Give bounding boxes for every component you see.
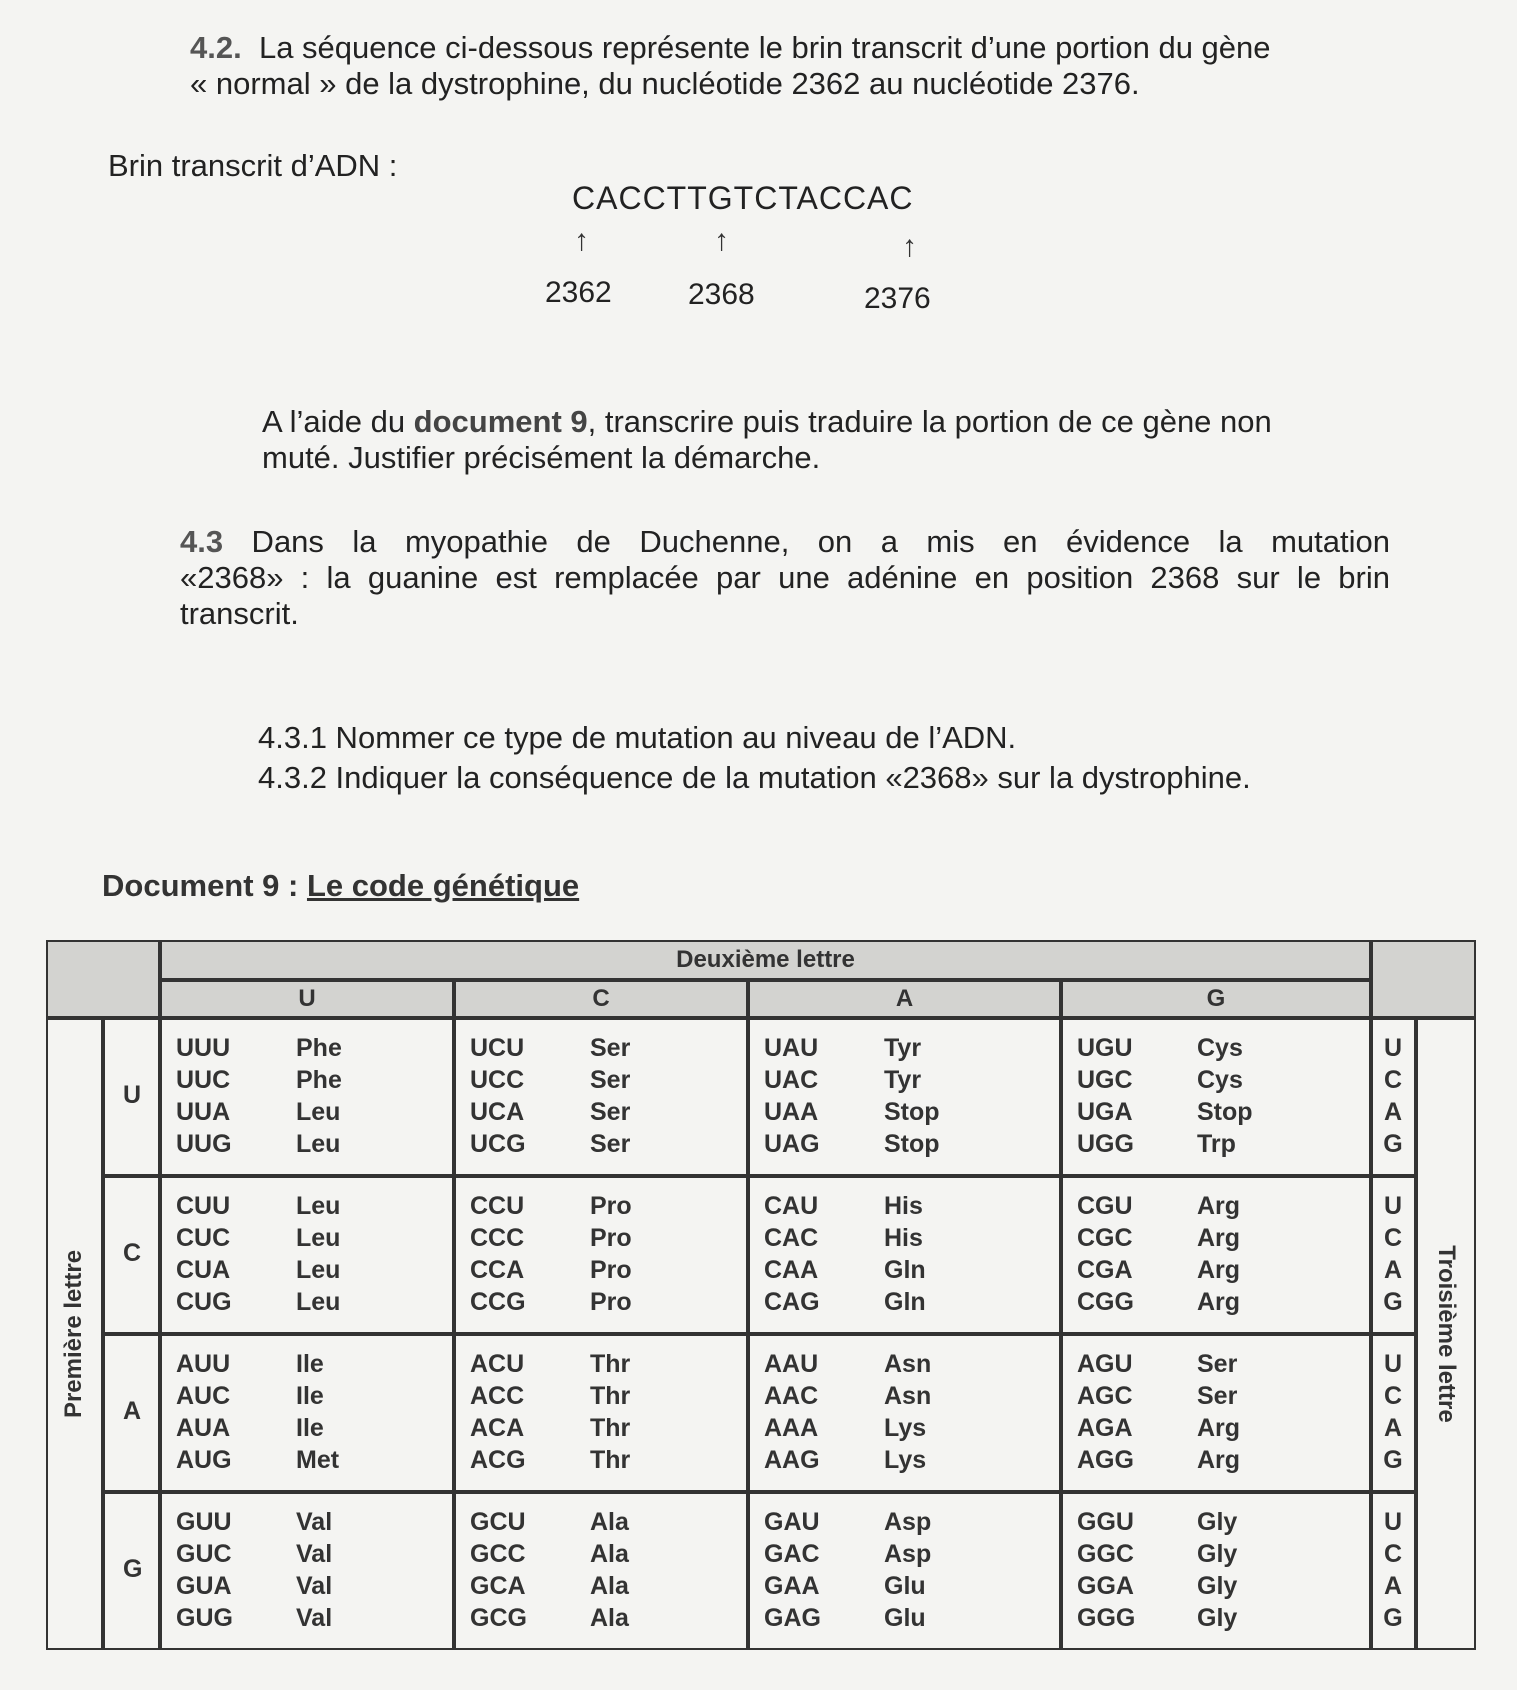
codon-entry <box>764 1570 931 1602</box>
codon-entry <box>470 1506 629 1538</box>
task-text: A l’aide du <box>262 404 414 439</box>
third-letter-title: Troisième lettre <box>1433 1245 1460 1423</box>
codon: GAA <box>764 1572 820 1600</box>
codon-entry <box>176 1348 339 1380</box>
question-number: 4.2. <box>190 30 242 65</box>
third-letters <box>1378 1506 1408 1634</box>
codon-entry <box>1077 1190 1240 1222</box>
codon: CUC <box>176 1224 231 1252</box>
amino-acid: Ile <box>296 1414 324 1442</box>
codon: GGU <box>1077 1508 1134 1536</box>
codon-entry <box>1077 1412 1240 1444</box>
amino-acid: Gln <box>884 1288 926 1316</box>
codon-block <box>176 1032 342 1160</box>
codon-entry <box>1077 1348 1240 1380</box>
codon: CAC <box>764 1224 819 1252</box>
codon-block <box>1077 1348 1240 1476</box>
first-letter-title: Première lettre <box>60 1249 87 1419</box>
codon: UUC <box>176 1066 231 1094</box>
codon: UUG <box>176 1130 232 1158</box>
codon: GUU <box>176 1508 232 1536</box>
codon-entry <box>764 1506 931 1538</box>
third-letter: U <box>1383 1508 1403 1536</box>
amino-acid: Gly <box>1197 1540 1238 1568</box>
codon: ACC <box>470 1382 525 1410</box>
amino-acid: Ser <box>590 1066 631 1094</box>
codon-block <box>1077 1190 1240 1318</box>
codon-entry <box>764 1254 926 1286</box>
codon-entry <box>1077 1286 1240 1318</box>
codon: UCU <box>470 1034 525 1062</box>
task-text: muté. Justifier précisément la démarche. <box>262 440 821 475</box>
third-letter: G <box>1383 1288 1403 1316</box>
amino-acid: Trp <box>1197 1130 1236 1158</box>
question-line: « normal » de la dystrophine, du nucléotide 2362 au nucléotide 2376. <box>190 66 1140 101</box>
codon-entry <box>470 1064 630 1096</box>
codon: CCA <box>470 1256 525 1284</box>
codon: GAG <box>764 1604 821 1632</box>
third-letter: G <box>1383 1446 1403 1474</box>
question-4-3 <box>180 524 1390 632</box>
codon-entry <box>470 1570 629 1602</box>
codon-entry <box>470 1254 632 1286</box>
codon: CAU <box>764 1192 819 1220</box>
codon-entry <box>764 1348 931 1380</box>
codon-entry <box>1077 1538 1237 1570</box>
third-letter: C <box>1383 1540 1403 1568</box>
codon-block <box>176 1506 332 1634</box>
amino-acid: Thr <box>590 1414 631 1442</box>
codon-entry <box>1077 1064 1253 1096</box>
codon: GUG <box>176 1604 233 1632</box>
codon-entry <box>1077 1380 1240 1412</box>
codon: AGG <box>1077 1446 1134 1474</box>
header-corner-left <box>46 940 160 1018</box>
amino-acid: Arg <box>1197 1192 1241 1220</box>
codon: AGA <box>1077 1414 1133 1442</box>
amino-acid: Pro <box>590 1288 632 1316</box>
codon-entry <box>470 1444 630 1476</box>
codon: GCC <box>470 1540 526 1568</box>
codon-entry <box>176 1570 332 1602</box>
codon-entry <box>470 1380 630 1412</box>
codon-entry <box>1077 1570 1237 1602</box>
amino-acid: Ser <box>1197 1350 1238 1378</box>
amino-acid: Arg <box>1197 1288 1241 1316</box>
codon-block <box>764 1032 940 1160</box>
codon-entry <box>470 1096 630 1128</box>
codon: CCG <box>470 1288 526 1316</box>
codon-entry <box>176 1286 340 1318</box>
document-reference: document 9 <box>413 404 588 439</box>
amino-acid: Thr <box>590 1350 631 1378</box>
third-letter: A <box>1383 1256 1403 1284</box>
question-line: transcrit. <box>180 596 299 631</box>
amino-acid: Asn <box>884 1382 932 1410</box>
third-letter: A <box>1383 1572 1403 1600</box>
codon-entry <box>176 1380 339 1412</box>
amino-acid: Arg <box>1197 1224 1241 1252</box>
codon: UGA <box>1077 1098 1133 1126</box>
codon: AAG <box>764 1446 820 1474</box>
codon-block <box>470 1348 630 1476</box>
amino-acid: Val <box>296 1508 333 1536</box>
amino-acid: Val <box>296 1540 333 1568</box>
codon: CAG <box>764 1288 820 1316</box>
codon: UCC <box>470 1066 525 1094</box>
codon: UAU <box>764 1034 819 1062</box>
codon-entry <box>764 1064 940 1096</box>
codon-entry <box>176 1190 340 1222</box>
document-heading: Le code génétique <box>306 868 580 903</box>
codon: AUG <box>176 1446 232 1474</box>
amino-acid: Pro <box>590 1256 632 1284</box>
document-title <box>102 868 579 904</box>
codon: CUU <box>176 1192 231 1220</box>
position-label: 2376 <box>864 282 931 315</box>
codon-entry <box>470 1032 630 1064</box>
amino-acid: Stop <box>884 1130 940 1158</box>
amino-acid: Arg <box>1197 1256 1241 1284</box>
codon: CAA <box>764 1256 819 1284</box>
amino-acid: Arg <box>1197 1414 1241 1442</box>
codon: CUG <box>176 1288 232 1316</box>
second-letter-A: A <box>748 980 1061 1018</box>
codon-entry <box>1077 1032 1253 1064</box>
second-letter-U: U <box>160 980 454 1018</box>
codon-block <box>764 1348 931 1476</box>
codon-entry <box>1077 1254 1240 1286</box>
question-4-3-1: 4.3.1 Nommer ce type de mutation au niveau de l’ADN. <box>258 720 1017 755</box>
amino-acid: Leu <box>296 1224 341 1252</box>
codon-entry <box>764 1128 940 1160</box>
third-letter: G <box>1383 1604 1403 1632</box>
task-text: , transcrire puis traduire la portion de ce gène non <box>587 404 1272 439</box>
codon-block <box>764 1190 926 1318</box>
codon-entry <box>470 1412 630 1444</box>
codon: GUA <box>176 1572 232 1600</box>
arrow-up-icon: ↑ <box>902 230 917 263</box>
amino-acid: His <box>884 1192 923 1220</box>
question-line: «2368» : la guanine est remplacée par une adénine en position 2368 sur le brin <box>180 560 1390 595</box>
codon-entry <box>1077 1096 1253 1128</box>
third-letter: C <box>1383 1066 1403 1094</box>
codon-block <box>1077 1506 1237 1634</box>
question-number: 4.3 <box>180 524 224 559</box>
codon-entry <box>1077 1602 1237 1634</box>
document-label: Document 9 : <box>102 868 307 903</box>
amino-acid: Gly <box>1197 1572 1238 1600</box>
amino-acid: Ile <box>296 1382 324 1410</box>
amino-acid: Phe <box>296 1034 342 1062</box>
codon: GAC <box>764 1540 820 1568</box>
third-letter: A <box>1383 1414 1403 1442</box>
first-letter: U <box>123 1081 142 1109</box>
position-label: 2362 <box>545 276 612 309</box>
third-letter: U <box>1383 1192 1403 1220</box>
third-letter: C <box>1383 1382 1403 1410</box>
codon-entry <box>764 1538 931 1570</box>
codon-entry <box>764 1380 931 1412</box>
amino-acid: Pro <box>590 1224 632 1252</box>
amino-acid: Gly <box>1197 1508 1238 1536</box>
codon-entry <box>764 1444 931 1476</box>
codon-entry <box>1077 1444 1240 1476</box>
codon-entry <box>176 1032 342 1064</box>
codon: UAC <box>764 1066 819 1094</box>
codon-block <box>470 1506 629 1634</box>
third-letter: U <box>1383 1034 1403 1062</box>
amino-acid: Phe <box>296 1066 342 1094</box>
amino-acid: Val <box>296 1604 333 1632</box>
codon: UGU <box>1077 1034 1133 1062</box>
amino-acid: Pro <box>590 1192 632 1220</box>
codon-block <box>470 1190 632 1318</box>
amino-acid: Leu <box>296 1098 341 1126</box>
codon-entry <box>176 1254 340 1286</box>
codon: ACG <box>470 1446 526 1474</box>
amino-acid: Thr <box>590 1382 631 1410</box>
codon-entry <box>764 1602 931 1634</box>
question-4-3-2: 4.3.2 Indiquer la conséquence de la mutation «2368» sur la dystrophine. <box>258 760 1251 795</box>
codon-entry <box>470 1348 630 1380</box>
codon: UCG <box>470 1130 526 1158</box>
codon-block <box>764 1506 931 1634</box>
amino-acid: Glu <box>884 1572 926 1600</box>
amino-acid: Leu <box>296 1288 341 1316</box>
codon: UAA <box>764 1098 819 1126</box>
codon: AUC <box>176 1382 231 1410</box>
codon: UUA <box>176 1098 231 1126</box>
codon-block <box>470 1032 630 1160</box>
third-letter: A <box>1383 1098 1403 1126</box>
codon-entry <box>764 1222 926 1254</box>
codon: AUA <box>176 1414 231 1442</box>
codon: GUC <box>176 1540 232 1568</box>
codon-entry <box>764 1096 940 1128</box>
second-letter-C: C <box>454 980 748 1018</box>
codon-entry <box>470 1128 630 1160</box>
codon-entry <box>176 1444 339 1476</box>
amino-acid: Ser <box>590 1034 631 1062</box>
amino-acid: Tyr <box>884 1034 922 1062</box>
codon: ACA <box>470 1414 525 1442</box>
codon-entry <box>470 1222 632 1254</box>
strand-label: Brin transcrit d’ADN : <box>108 148 398 183</box>
question-line: La séquence ci-dessous représente le brin transcrit d’une portion du gène <box>258 30 1271 65</box>
third-letters <box>1378 1190 1408 1318</box>
codon-entry <box>176 1602 332 1634</box>
codon-entry <box>176 1064 342 1096</box>
amino-acid: Met <box>296 1446 340 1474</box>
codon-block <box>176 1348 339 1476</box>
amino-acid: Arg <box>1197 1446 1241 1474</box>
codon-entry <box>1077 1506 1237 1538</box>
codon: GCU <box>470 1508 526 1536</box>
dna-sequence: CACCTTGTCTACCAC <box>572 180 914 216</box>
amino-acid: Gln <box>884 1256 926 1284</box>
codon: AAA <box>764 1414 819 1442</box>
amino-acid: Ala <box>590 1572 629 1600</box>
codon: GGA <box>1077 1572 1134 1600</box>
codon: CUA <box>176 1256 231 1284</box>
genetic-code-table <box>46 940 1476 1650</box>
codon: GGC <box>1077 1540 1134 1568</box>
amino-acid: Ser <box>590 1130 631 1158</box>
codon: AGC <box>1077 1382 1133 1410</box>
amino-acid: Val <box>296 1572 333 1600</box>
codon: GAU <box>764 1508 820 1536</box>
codon: AGU <box>1077 1350 1133 1378</box>
amino-acid: Lys <box>884 1414 927 1442</box>
third-letters <box>1378 1032 1408 1160</box>
amino-acid: Asp <box>884 1508 932 1536</box>
amino-acid: Cys <box>1197 1066 1243 1094</box>
codon-entry <box>176 1412 339 1444</box>
amino-acid: Ser <box>1197 1382 1238 1410</box>
amino-acid: Asp <box>884 1540 932 1568</box>
amino-acid: Ala <box>590 1508 629 1536</box>
codon: UUU <box>176 1034 231 1062</box>
amino-acid: Ile <box>296 1350 324 1378</box>
arrow-up-icon: ↑ <box>714 224 729 257</box>
third-letter: G <box>1383 1130 1403 1158</box>
codon-block <box>1077 1032 1253 1160</box>
arrow-up-icon: ↑ <box>574 224 589 257</box>
codon-entry <box>176 1506 332 1538</box>
codon-entry <box>470 1538 629 1570</box>
amino-acid: His <box>884 1224 923 1252</box>
amino-acid: Asn <box>884 1350 932 1378</box>
codon-entry <box>764 1032 940 1064</box>
amino-acid: Ser <box>590 1098 631 1126</box>
codon: CGG <box>1077 1288 1134 1316</box>
codon-entry <box>764 1286 926 1318</box>
position-label: 2368 <box>688 278 755 311</box>
third-letter: U <box>1383 1350 1403 1378</box>
codon-entry <box>470 1286 632 1318</box>
codon-entry <box>176 1538 332 1570</box>
codon: UGG <box>1077 1130 1134 1158</box>
third-letter: C <box>1383 1224 1403 1252</box>
amino-acid: Ala <box>590 1540 629 1568</box>
codon: CGA <box>1077 1256 1133 1284</box>
question-line: Dans la myopathie de Duchenne, on a mis en évidence la mutation <box>223 524 1390 559</box>
codon: CCC <box>470 1224 525 1252</box>
amino-acid: Leu <box>296 1192 341 1220</box>
amino-acid: Lys <box>884 1446 927 1474</box>
amino-acid: Tyr <box>884 1066 922 1094</box>
amino-acid: Gly <box>1197 1604 1238 1632</box>
codon: CGC <box>1077 1224 1133 1252</box>
codon: GGG <box>1077 1604 1136 1632</box>
codon: UCA <box>470 1098 525 1126</box>
codon-entry <box>764 1412 931 1444</box>
codon: AAC <box>764 1382 819 1410</box>
header-corner-right <box>1371 940 1476 1018</box>
codon: CGU <box>1077 1192 1133 1220</box>
codon-entry <box>176 1096 342 1128</box>
first-letter: G <box>123 1555 143 1583</box>
codon: ACU <box>470 1350 525 1378</box>
amino-acid: Stop <box>884 1098 940 1126</box>
amino-acid: Ala <box>590 1604 629 1632</box>
amino-acid: Cys <box>1197 1034 1243 1062</box>
codon-entry <box>764 1190 926 1222</box>
codon-entry <box>470 1190 632 1222</box>
second-letter-G: G <box>1061 980 1371 1018</box>
codon-entry <box>176 1222 340 1254</box>
codon: CCU <box>470 1192 525 1220</box>
third-letters <box>1378 1348 1408 1476</box>
codon: GCA <box>470 1572 526 1600</box>
first-letter: A <box>123 1397 142 1425</box>
codon-entry <box>470 1602 629 1634</box>
second-letter-header: Deuxième lettre <box>160 940 1371 980</box>
codon-entry <box>1077 1222 1240 1254</box>
first-letter: C <box>123 1239 142 1267</box>
codon-entry <box>1077 1128 1253 1160</box>
codon: AAU <box>764 1350 819 1378</box>
codon: GCG <box>470 1604 527 1632</box>
amino-acid: Stop <box>1197 1098 1253 1126</box>
amino-acid: Glu <box>884 1604 926 1632</box>
codon-block <box>176 1190 340 1318</box>
codon: UAG <box>764 1130 820 1158</box>
codon: UGC <box>1077 1066 1133 1094</box>
amino-acid: Leu <box>296 1256 341 1284</box>
amino-acid: Leu <box>296 1130 341 1158</box>
task-instruction <box>262 404 1392 476</box>
codon-entry <box>176 1128 342 1160</box>
codon: AUU <box>176 1350 231 1378</box>
amino-acid: Thr <box>590 1446 631 1474</box>
question-4-2 <box>190 30 1400 102</box>
